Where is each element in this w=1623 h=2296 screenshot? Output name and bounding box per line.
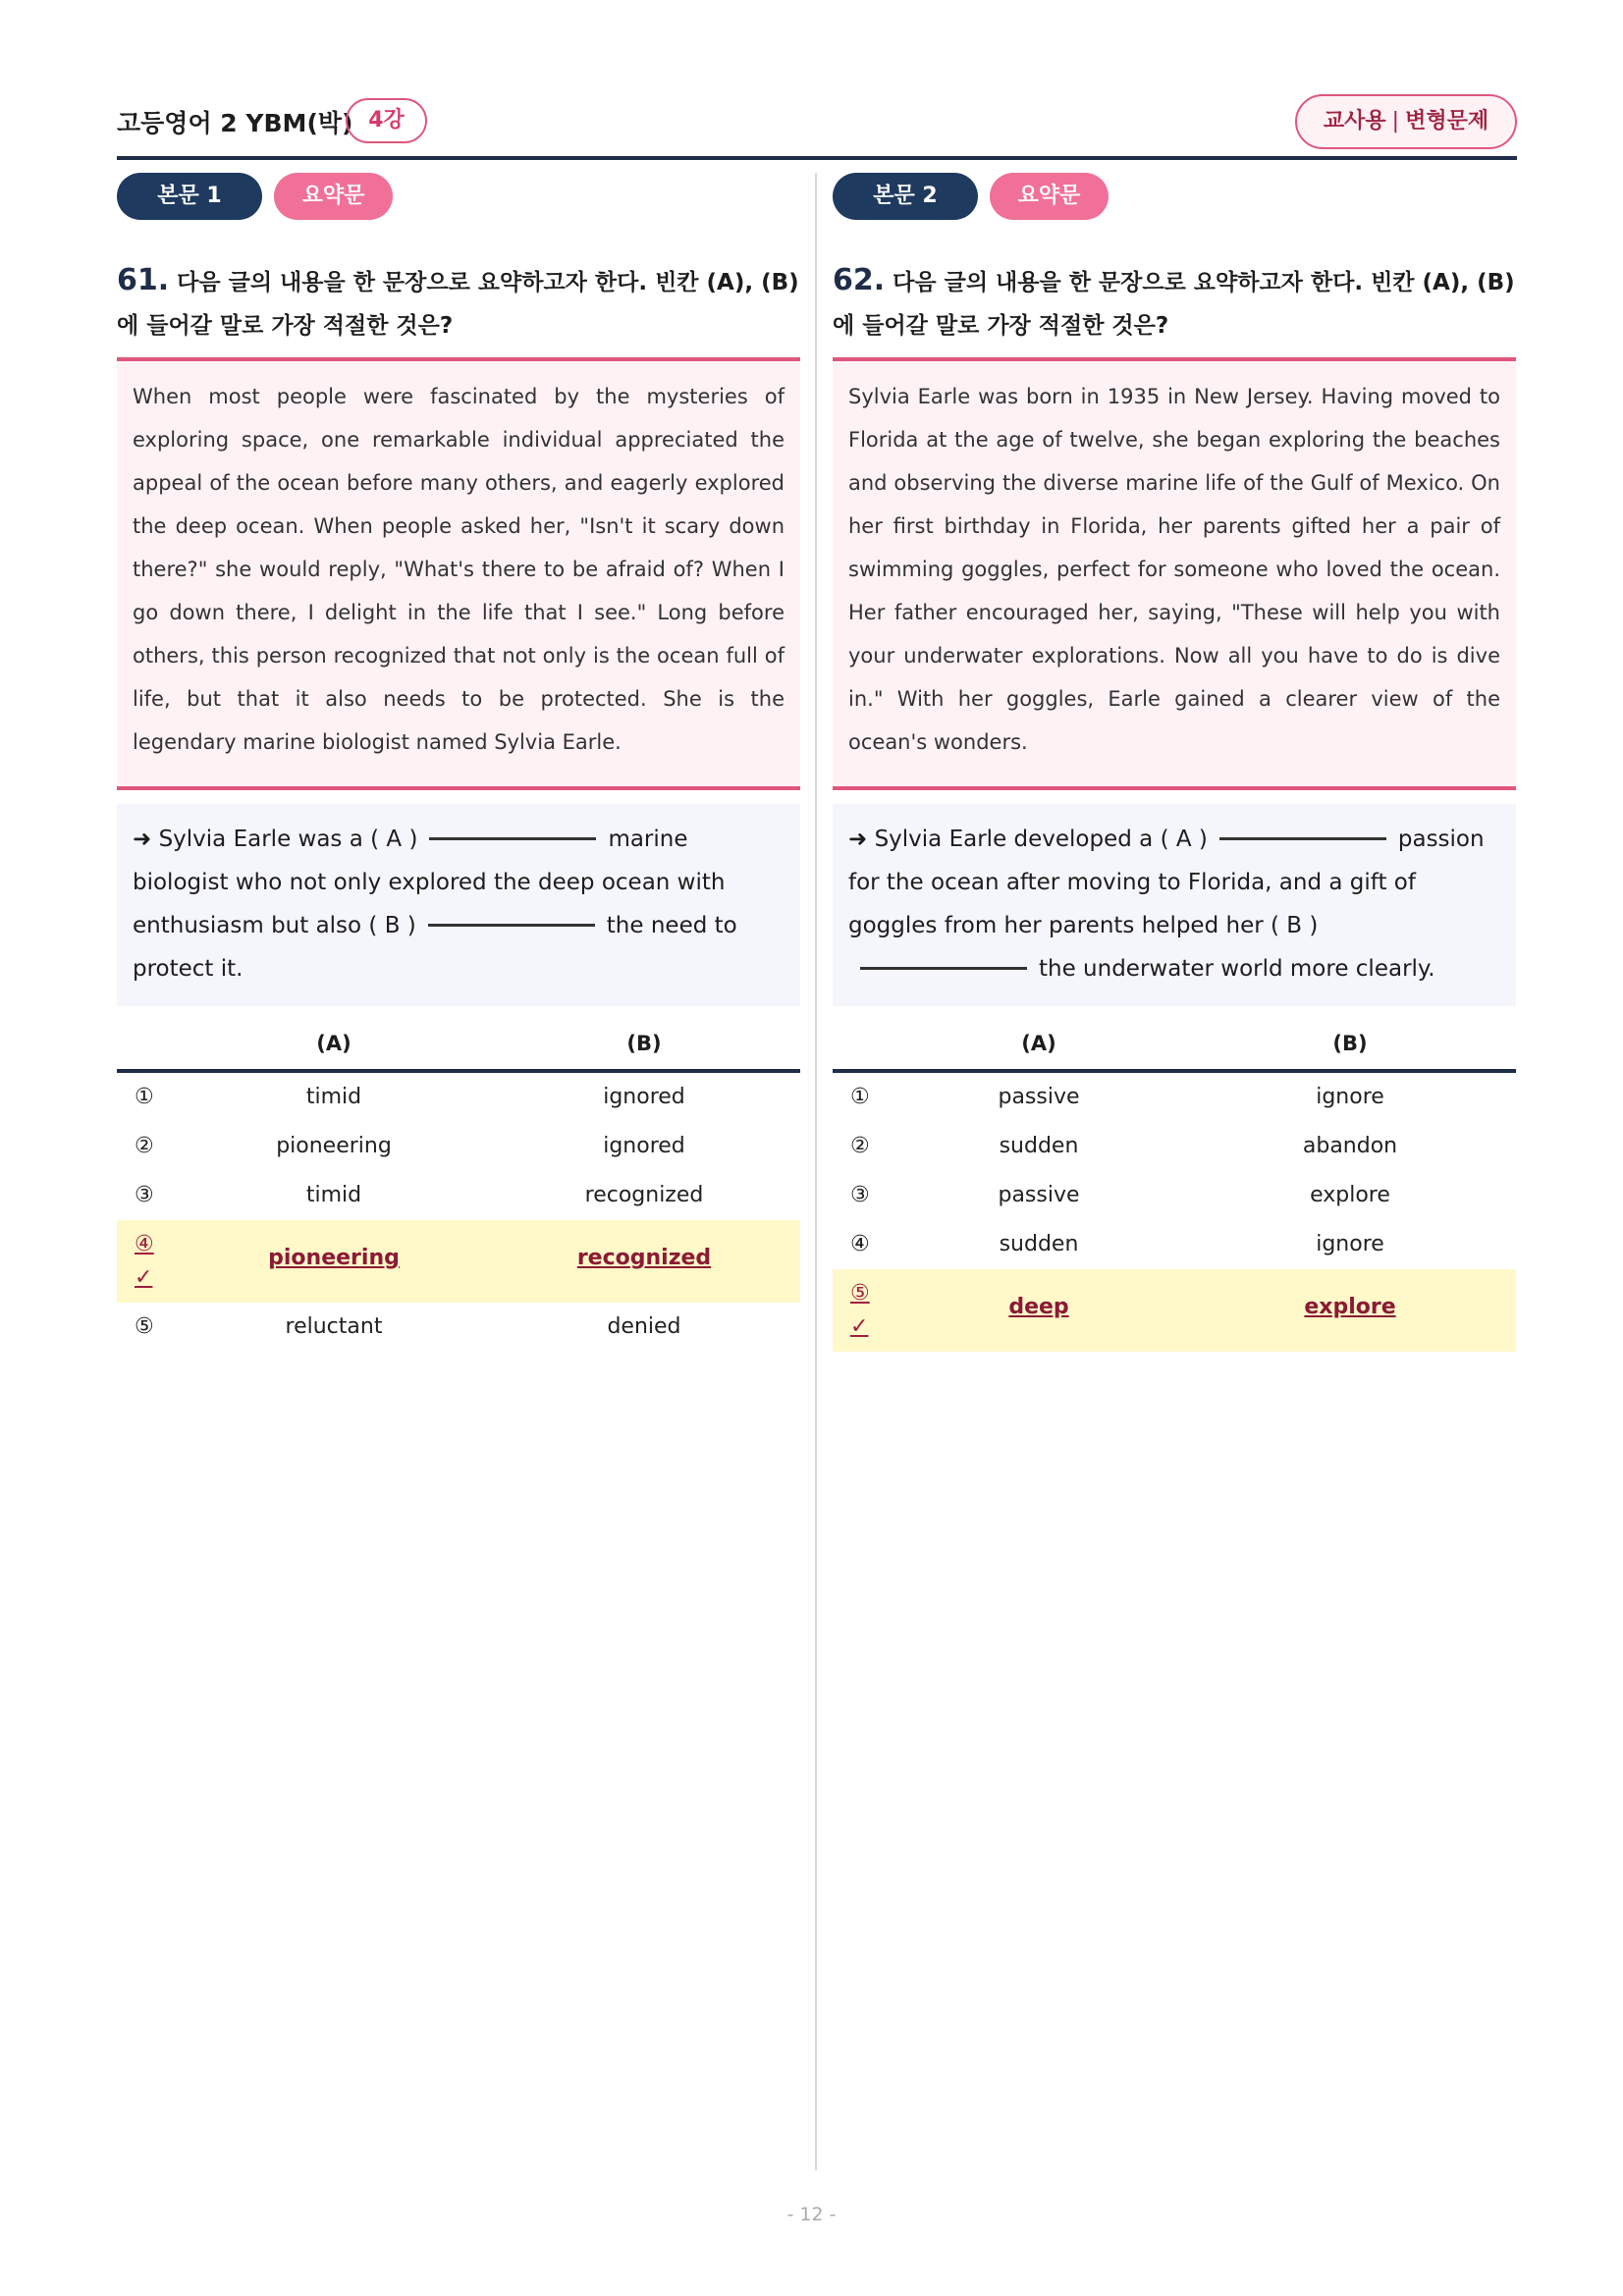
summary-part-3: the underwater world more clearly. <box>1039 956 1435 982</box>
choice-a: pioneering <box>268 1246 400 1270</box>
column-b-header: (B) <box>626 1032 662 1055</box>
choice-b: recognized <box>576 1246 712 1270</box>
question-text: 다음 글의 내용을 한 문장으로 요약하고자 한다. 빈칸 (A), (B)에 들어갈 말로 가장 적절한 것은? <box>833 270 1515 339</box>
choice-number: ② <box>850 1134 870 1158</box>
column-a-header: (A) <box>1021 1032 1056 1055</box>
header-divider <box>117 156 1517 160</box>
choice-a: passive <box>998 1183 1080 1207</box>
summary-part-3: the need to protect it. <box>133 913 737 982</box>
choice-a: pioneering <box>276 1134 392 1158</box>
choice-a: sudden <box>999 1232 1079 1256</box>
blank-b <box>860 967 1027 970</box>
summary-part-2: marine biologist who not only explored the deep ocean with enthusiasm but also ( B ) <box>133 827 726 938</box>
choice-row-correct[interactable] <box>833 1269 1516 1352</box>
passage-text: When most people were fascinated by the mysteries of exploring space, one remarkable individual appreciated the appeal of the ocean before many others, and eagerly explored the deep ocean. When people asked her, "Isn't it scary down there?" she would reply, "What's there to be afraid of? When I go down there, I delight in the life that I see." Long before others, this person recognized that not only is the ocean full of life, but that it also needs to be protected. She is the legendary marine biologist named Sylvia Earle. <box>117 361 800 786</box>
question-text: 다음 글의 내용을 한 문장으로 요약하고자 한다. 빈칸 (A), (B)에 들어갈 말로 가장 적절한 것은? <box>117 270 799 339</box>
choice-number: ④ <box>850 1232 870 1256</box>
page-header <box>117 94 1517 159</box>
choice-b: ignored <box>603 1134 685 1158</box>
choice-a: reluctant <box>285 1314 383 1339</box>
blank-a <box>1219 837 1386 840</box>
choice-number-value: ④ <box>135 1232 154 1256</box>
choice-number: ③ <box>850 1183 870 1207</box>
checkmark-icon: ✓ <box>135 1265 153 1290</box>
question-number: 61. <box>117 263 170 297</box>
role-badge <box>1295 94 1517 149</box>
column-b-header: (B) <box>1332 1032 1368 1055</box>
question-tags <box>833 173 1516 222</box>
blank-b <box>428 924 595 927</box>
choice-number-value: ⑤ <box>850 1281 870 1306</box>
choice-b: ignore <box>1316 1085 1384 1109</box>
choice-b: abandon <box>1302 1134 1398 1158</box>
choice-a: sudden <box>999 1134 1079 1158</box>
summary-part-2: passion for the ocean after moving to Florida, and a gift of goggles from her parents helped her ( B ) <box>848 827 1485 938</box>
choice-b: explore <box>1310 1183 1390 1207</box>
choice-number: ⑤ <box>135 1314 154 1339</box>
choice-row[interactable] <box>117 1073 800 1122</box>
answer-choices <box>833 1024 1516 1352</box>
choices-header <box>117 1024 800 1069</box>
choice-number <box>850 1277 870 1344</box>
choice-row[interactable] <box>833 1220 1516 1269</box>
blank-a <box>429 837 596 840</box>
passage-divider <box>833 786 1516 790</box>
choice-row[interactable] <box>117 1171 800 1220</box>
choice-row[interactable] <box>117 1122 800 1171</box>
question-tags <box>117 173 800 222</box>
question-61 <box>117 173 800 1352</box>
choice-number: ① <box>135 1085 154 1109</box>
choice-b: ignore <box>1316 1232 1384 1256</box>
type-tag: 요약문 <box>990 173 1109 220</box>
course-title: 고등영어 2 YBM(박) <box>117 109 353 137</box>
summary-part-1: ➜ Sylvia Earle developed a ( A ) <box>848 827 1208 852</box>
choice-b: ignored <box>603 1085 685 1109</box>
role-label: 교사용 <box>1323 109 1386 133</box>
summary-part-1: ➜ Sylvia Earle was a ( A ) <box>133 827 418 852</box>
column-a-header: (A) <box>316 1032 352 1055</box>
summary-sentence <box>833 804 1516 1006</box>
type-tag: 요약문 <box>274 173 393 220</box>
choice-number: ③ <box>135 1183 154 1207</box>
question-prompt <box>833 259 1516 347</box>
choice-a: passive <box>998 1085 1080 1109</box>
choice-row[interactable] <box>117 1303 800 1352</box>
choice-number: ② <box>135 1134 154 1158</box>
question-number: 62. <box>833 263 886 297</box>
choice-a: timid <box>305 1085 362 1109</box>
choice-b: explore <box>1304 1295 1396 1319</box>
answer-choices <box>117 1024 800 1352</box>
category-label: 변형문제 <box>1405 109 1489 133</box>
choice-row[interactable] <box>833 1171 1516 1220</box>
role-separator: | <box>1391 109 1400 133</box>
question-prompt <box>117 259 800 347</box>
page-number: - 12 - <box>786 2204 837 2225</box>
question-62 <box>833 173 1516 1352</box>
choices-header <box>833 1024 1516 1069</box>
choice-number: ① <box>850 1085 870 1109</box>
choice-row-correct[interactable] <box>117 1220 800 1303</box>
passage-tag: 본문 1 <box>117 173 262 220</box>
choice-row[interactable] <box>833 1122 1516 1171</box>
choice-row[interactable] <box>833 1073 1516 1122</box>
choice-a: deep <box>1008 1295 1069 1319</box>
checkmark-icon: ✓ <box>850 1314 869 1339</box>
choice-b: denied <box>607 1314 681 1339</box>
passage-text: Sylvia Earle was born in 1935 in New Jersey. Having moved to Florida at the age of twelve, she began exploring the beaches and observing the diverse marine life of the Gulf of Mexico. On her first birthday in Florida, her parents gifted her a pair of swimming goggles, perfect for someone who loved the ocean. Her father encouraged her, saying, "These will help you with your underwater explorations. Now all you have to do is dive in." With her goggles, Earle gained a clearer view of the ocean's wonders. <box>833 361 1516 786</box>
choice-a: timid <box>305 1183 362 1207</box>
passage-tag: 본문 2 <box>833 173 978 220</box>
lesson-badge: 4강 <box>346 98 427 143</box>
column-divider <box>815 173 817 2170</box>
choice-number <box>135 1228 154 1295</box>
passage-divider <box>117 786 800 790</box>
choice-b: recognized <box>584 1183 704 1207</box>
summary-sentence <box>117 804 800 1006</box>
